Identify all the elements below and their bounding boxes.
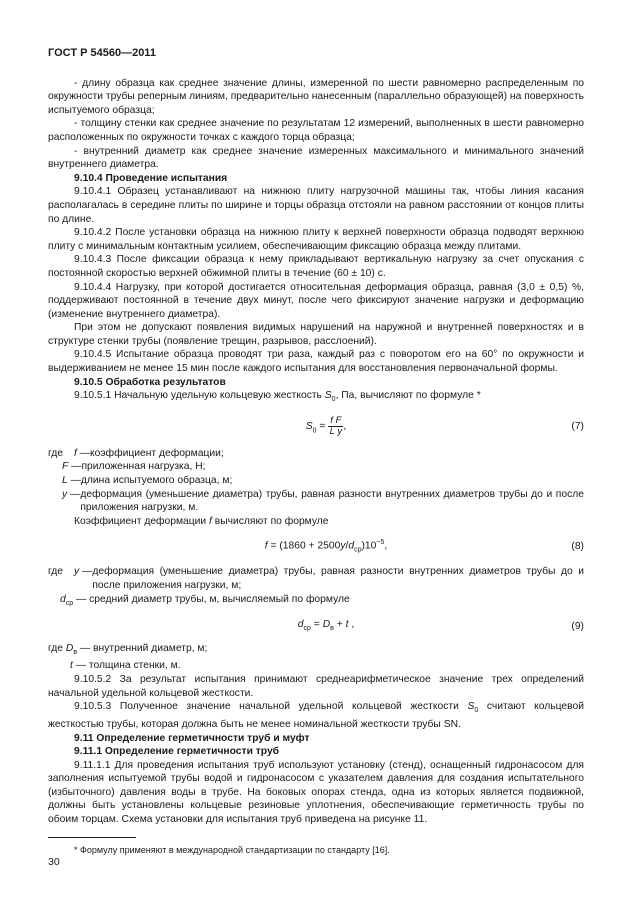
paragraph-defects: При этом не допускают появления видимых нарушений на наружной и внутренней поверхностях и в структуре стенки трубы (появление трещин, разрывов, расслоений).: [48, 322, 584, 347]
paragraph-9-10-5-2: 9.10.5.2 За результат испытания принимают среднеарифметическое значение трех определений начальной удельной кольцевой жесткости.: [48, 674, 584, 699]
formula-number-8: (8): [571, 541, 584, 553]
section-title-testing: 9.10.4 Проведение испытания: [74, 172, 228, 184]
formula-8: $f = (1860 + 2500y/d_{ср})10^{-5}$, (8): [264, 539, 584, 554]
paragraph-coefficient: Коэффициент деформации f вычисляют по формуле: [74, 515, 329, 527]
definition-dcp: $d_{ср}$ — средний диаметр трубы, м, вычисляемый по формуле: [60, 593, 350, 607]
footnote-divider: [48, 837, 136, 838]
formula-7: $S_0$ = $\frac{\text{f F}}{\text{L y}}$ , (7): [305, 414, 584, 437]
definition-y: y — деформация (уменьшение диаметра) трубы, равная разности внутренних диаметров трубы до и после приложения нагрузки, м.: [62, 488, 584, 514]
paragraph-9-10-4-1: 9.10.4.1 Образец устанавливают на нижнюю плиту нагрузочной машины так, чтобы линия касания располагалась в середине плиты по ширине и торцы образца отстояли на равном расстоянии от концов плиты по длине.: [48, 186, 584, 225]
section-title-results: 9.10.5 Обработка результатов: [74, 376, 226, 388]
paragraph-9-10-4-3: 9.10.4.3 После фиксации образца к нему прикладывают вертикальную нагрузку за счет опускания с постоянной скоростью верхней обжимной плиты в течение (60 ± 10) с.: [48, 254, 584, 279]
footnote: * Формулу применяют в международной стандартизации по стандарту [16].: [74, 844, 390, 855]
formula-9: $d_{ср} = D_в + t$ , (9): [297, 619, 584, 633]
page-number: 30: [48, 856, 60, 868]
formula-number-9: (9): [571, 621, 584, 633]
paragraph-9-10-5-1: 9.10.5.1 Начальную удельную кольцевую жесткость $S_0$, Па, вычисляют по формуле *: [74, 390, 481, 404]
paragraph-9-10-4-2: 9.10.4.2 После установки образца на нижнюю плиту к верхней поверхности образца подводят верхнюю плиту с минимальным контактным усилием, обеспечивающим фиксацию образца между плитами.: [48, 227, 584, 252]
document-header: ГОСТ Р 54560—2011: [48, 47, 156, 59]
section-title-pipe-tightness: 9.11.1 Определение герметичности труб: [74, 746, 280, 758]
definition-Dv: где $D_в$ — внутренний диаметр, м;: [48, 642, 208, 656]
list-item-diameter: - внутренний диаметр как среднее значение измеренных максимального и минимального значений внутреннего диаметра.: [48, 145, 584, 171]
definition-y2: где y — деформация (уменьшение диаметра) трубы, равная разности внутренних диаметров трубы до и после приложения нагрузки, м;: [48, 566, 584, 591]
definition-F: F — приложенная нагрузка, Н;: [62, 461, 206, 473]
definition-f: где f — коэффициент деформации;: [48, 447, 224, 459]
paragraph-9-10-4-5: 9.10.4.5 Испытание образца проводят три раза, каждый раз с поворотом его на 60° по окружности и выдерживанием не менее 15 мин после каждого испытания для восстановления первоначальной формы.: [48, 349, 584, 375]
paragraph-9-10-4-4: 9.10.4.4 Нагрузку, при которой достигается относительная деформация образца, равная (3,0 ± 0,5) %, поддерживают постоянной в течение двух минут, после чего фиксируют значение нагрузки и деформацию (изменение внутреннего диаметра).: [48, 281, 584, 320]
list-item-thickness: - толщину стенки как среднее значение по результатам 12 измерений, выполненных в шести равномерно расположенных по окружности точках с каждого торца образца;: [48, 118, 584, 143]
formula-number-7: (7): [571, 421, 584, 433]
paragraph-9-11-1-1: 9.11.1.1 Для проведения испытания труб используют установку (стенд), оснащенный гидронасосом для заполнения испытуемой трубы водой и гидронасосом с указателем давления для создания испытательного (избыточного) давления воды в трубе. На боковых опорах стенда, одна из которых является подвижной, должны быть установлены кольцевые резиновые уплотнения, обеспечивающие герметичность трубы по обоим торцам. Схема установки для испытания труб приведена на рисунке 11.: [48, 759, 584, 826]
definition-t: t — толщина стенки, м.: [70, 660, 181, 672]
list-item-length: - длину образца как среднее значение длины, измеренной по шести равномерно распределенным по окружности трубы реперным линиям, предварительно нанесенным (параллельно образующей) на поверхность испытуемого образца;: [48, 77, 584, 116]
section-title-tightness: 9.11 Определение герметичности труб и муфт: [74, 732, 310, 744]
document-page: [48, 47, 584, 856]
definition-L: L — длина испытуемого образца, м;: [62, 474, 233, 486]
paragraph-9-10-5-3: 9.10.5.3 Полученное значение начальной удельной кольцевой жесткости $S_0$ считают кольцевой жесткостью трубы, которая должна быть не менее номинальной жесткости трубы SN.: [48, 701, 584, 730]
fraction-fF-Ly: $\frac{\text{f F}}{\text{L y}}$: [329, 414, 343, 437]
